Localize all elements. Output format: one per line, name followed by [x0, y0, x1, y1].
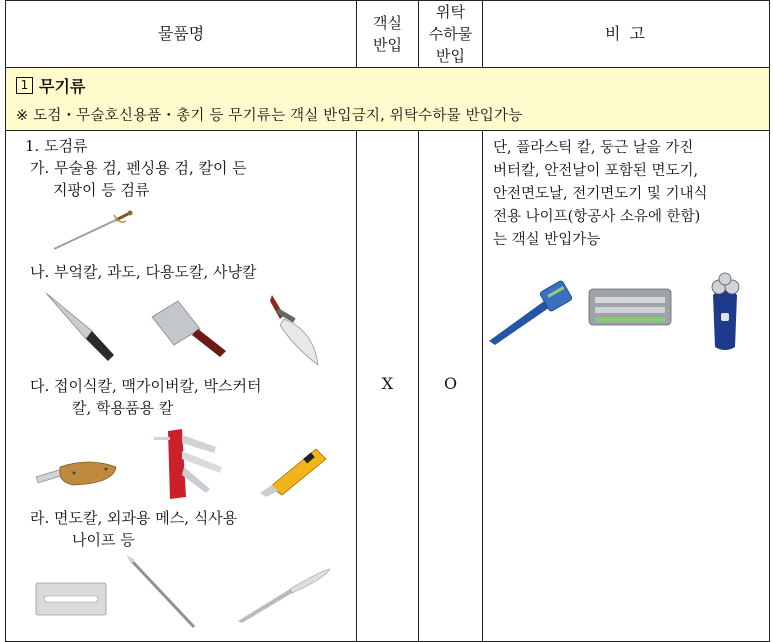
cleaver-icon — [148, 299, 233, 359]
header-checked-line2: 수하물 — [428, 25, 473, 43]
razor-cartridge-icon — [587, 281, 675, 336]
kitchen-knife-icon — [44, 291, 119, 366]
electric-shaver-icon — [705, 273, 745, 353]
remark-line-5: 는 객실 반입가능 — [493, 232, 601, 248]
swiss-army-knife-icon — [146, 427, 226, 502]
section-row — [6, 68, 770, 131]
cabin-allowed-cell — [357, 131, 419, 642]
section-title-text: 무기류 — [39, 77, 86, 96]
item-ga-line1: 가. 무술용 검, 펜싱용 검, 칼이 든 — [30, 159, 247, 177]
item-ra-line2: 나이프 등 — [72, 531, 135, 549]
item-da-line2: 칼, 학용품용 칼 — [72, 399, 174, 417]
section-number: 1 — [16, 77, 33, 94]
header-checked-line1: 위탁 — [436, 3, 465, 21]
item-na: 나. 부엌칼, 과도, 다용도칼, 사냥칼 — [30, 263, 257, 281]
remark-line-2: 버터칼, 안전날이 포함된 면도기, — [493, 163, 699, 179]
hunting-knife-icon — [264, 291, 324, 371]
header-cabin — [357, 1, 419, 68]
header-checked-line3: 반입 — [436, 47, 465, 65]
item-ra-line1: 라. 면도칼, 외과용 메스, 식사용 — [30, 509, 238, 527]
section-note: ※ 도검・무술호신용품・총기 등 무기류는 객실 반입금지, 위탁수하물 반입가능 — [16, 108, 523, 124]
item-da-line1: 다. 접이식칼, 맥가이버칼, 박스커터 — [30, 377, 262, 395]
header-remarks: 비 고 — [483, 1, 770, 68]
checked-allowed-cell — [419, 131, 483, 642]
scalpel-icon — [124, 555, 204, 635]
item-ga-line2: 지팡이 등 검류 — [53, 181, 150, 199]
item-row — [6, 131, 770, 642]
section-title — [16, 74, 761, 97]
razor-blade-icon — [34, 579, 109, 619]
box-cutter-icon — [256, 441, 331, 496]
header-cabin-line2: 반입 — [373, 36, 402, 54]
prohibited-items-table — [5, 0, 770, 642]
remark-line-1: 단, 플라스틱 칼, 둥근 날을 가진 — [493, 140, 694, 156]
cabin-mark: X — [381, 374, 394, 393]
checked-mark: O — [443, 374, 458, 393]
safety-razor-icon — [487, 281, 582, 346]
remark-line-4: 전용 나이프(항공사 소유에 한함) — [493, 209, 701, 225]
folding-knife-icon — [34, 453, 119, 493]
remarks-text — [493, 137, 761, 252]
item-heading: 1. 도검류 — [25, 137, 88, 155]
header-item-name: 물품명 — [6, 1, 357, 68]
remarks-cell — [483, 131, 770, 642]
section-cell — [6, 68, 770, 131]
header-cabin-line1: 객실 — [373, 14, 402, 32]
item-description-cell — [6, 131, 357, 642]
dinner-knife-icon — [234, 567, 334, 627]
fencing-sword-icon — [50, 209, 140, 254]
header-checked — [419, 1, 483, 68]
remark-line-3: 안전면도날, 전기면도기 및 기내식 — [493, 186, 708, 202]
table-header-row — [6, 1, 770, 68]
